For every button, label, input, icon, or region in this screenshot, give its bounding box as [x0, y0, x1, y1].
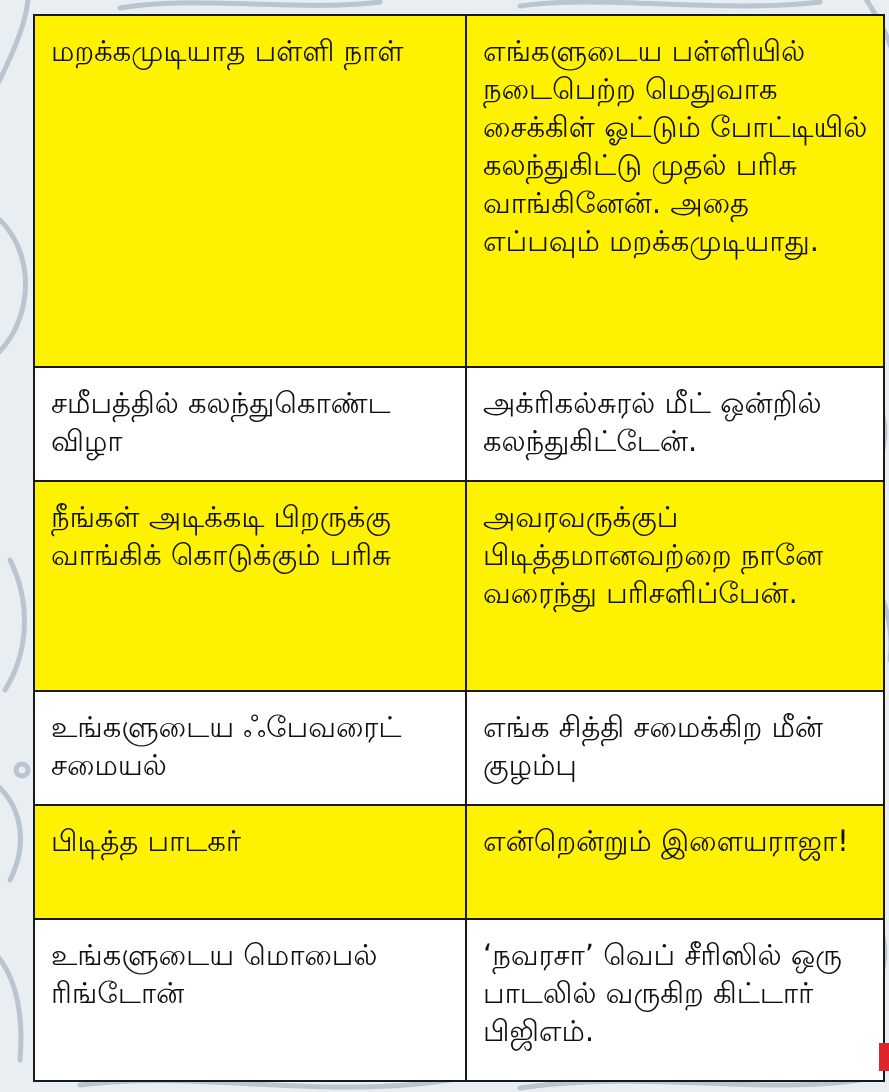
table-row [34, 805, 884, 919]
answer-cell: என்றென்றும் இளையராஜா! [466, 805, 884, 919]
answer-cell: ‘நவரசா’ வெப் சீரிஸில் ஒரு பாடலில் வருகிற கிட்டார் பிஜிஎம். [466, 919, 884, 1081]
table-row [34, 367, 884, 481]
question-cell: உங்களுடைய மொபைல் ரிங்டோன் [34, 919, 466, 1081]
answer-cell: அவரவருக்குப் பிடித்தமானவற்றை நானே வரைந்து பரிசளிப்பேன். [466, 481, 884, 691]
table-row [34, 919, 884, 1081]
table-row [34, 691, 884, 805]
question-cell: மறக்கமுடியாத பள்ளி நாள் [34, 15, 466, 367]
answer-cell: அக்ரிகல்சுரல் மீட் ஒன்றில் கலந்துகிட்டேன். [466, 367, 884, 481]
question-cell: பிடித்த பாடகர் [34, 805, 466, 919]
question-cell: உங்களுடைய ஃபேவரைட் சமையல் [34, 691, 466, 805]
question-cell: சமீபத்தில் கலந்துகொண்ட விழா [34, 367, 466, 481]
qa-table [33, 14, 885, 1082]
answer-cell: எங்களுடைய பள்ளியில் நடைபெற்ற மெதுவாக சைக்கிள் ஓட்டும் போட்டியில் கலந்துகிட்டு முதல் பரிசு வாங்கினேன். அதை எப்பவும் மறக்கமுடியாது. [466, 15, 884, 367]
page-edge-tab [879, 1043, 889, 1071]
answer-cell: எங்க சித்தி சமைக்கிற மீன் குழம்பு [466, 691, 884, 805]
table-row [34, 481, 884, 691]
table-row [34, 15, 884, 367]
question-cell: நீங்கள் அடிக்கடி பிறருக்கு வாங்கிக் கொடுக்கும் பரிசு [34, 481, 466, 691]
